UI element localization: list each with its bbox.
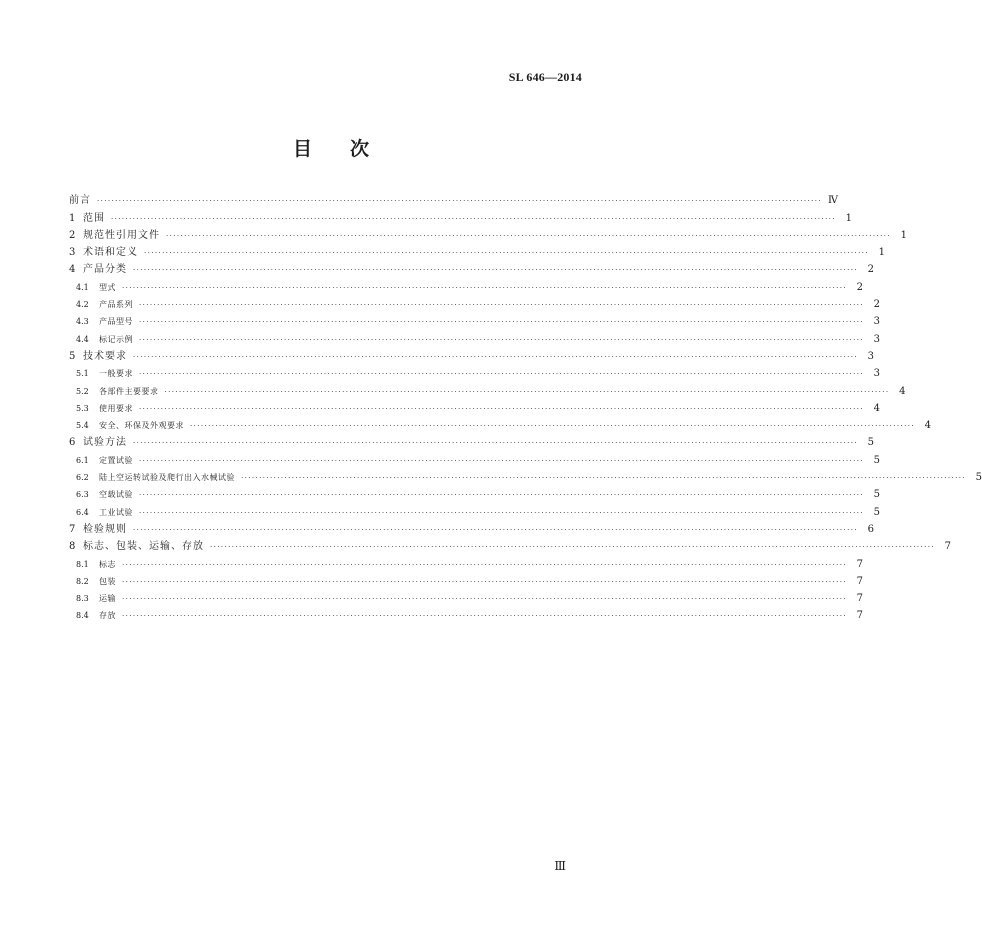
- toc-entry-number: 4.2: [76, 300, 89, 310]
- toc-entry-title: 产品分类: [83, 264, 127, 276]
- toc-entry-number: 4: [69, 264, 76, 276]
- toc-entry[interactable]: [69, 432, 875, 449]
- page-number: Ⅲ: [554, 859, 566, 873]
- toc-entry[interactable]: [69, 207, 853, 224]
- toc-entry-number: 3: [69, 247, 76, 259]
- toc-entry-number: 1: [69, 212, 76, 224]
- toc-entry[interactable]: [69, 346, 875, 363]
- toc-entry-title: 一般要求: [99, 369, 133, 379]
- toc-entry-number: 8.3: [76, 594, 89, 604]
- toc-entry[interactable]: [69, 588, 864, 605]
- toc-entry[interactable]: [69, 259, 875, 276]
- toc-entry-page: 5: [873, 506, 881, 518]
- toc-entry[interactable]: [69, 276, 864, 293]
- toc-entry-title: 型式: [99, 282, 116, 292]
- toc-entry-title: 包装: [99, 576, 116, 586]
- dot-leader: ········································································································································································································: [122, 595, 848, 604]
- toc-entry-title: 各部件主要要求: [99, 386, 159, 396]
- dot-leader: ········································································································································································································: [122, 612, 848, 621]
- toc-entry-page: 3: [867, 350, 875, 362]
- toc-entry-page: 7: [944, 541, 952, 553]
- toc-entry-page: 4: [924, 420, 932, 432]
- dot-leader: ········································································································································································································: [133, 352, 859, 361]
- toc-entry-page: 5: [873, 454, 881, 466]
- toc-entry-number: 8.1: [76, 559, 89, 569]
- toc-entry-page: 1: [845, 212, 853, 224]
- toc-entry[interactable]: [69, 519, 875, 536]
- toc-entry-title: 空载试验: [99, 490, 133, 500]
- toc-entry-title: 产品系列: [99, 300, 133, 310]
- page-title: [0, 134, 662, 161]
- toc-entry[interactable]: [69, 571, 864, 588]
- toc-entry-number: 4.4: [76, 334, 89, 344]
- dot-leader: ········································································································································································································: [133, 266, 859, 275]
- toc-entry-number: 6.1: [76, 455, 89, 465]
- toc-entry-number: 6.4: [76, 507, 89, 517]
- toc-entry[interactable]: [69, 294, 881, 311]
- toc-entry[interactable]: [69, 398, 881, 415]
- dot-leader: ········································································································································································································: [133, 525, 859, 534]
- toc-entry-page: 3: [873, 316, 881, 328]
- toc-entry-page: 7: [856, 558, 864, 570]
- toc-entry-page: 3: [873, 333, 881, 345]
- toc-entry-number: 8.4: [76, 611, 89, 621]
- toc-entry-title: 安全、环保及外观要求: [99, 421, 184, 431]
- toc-entry-page: 7: [856, 575, 864, 587]
- toc-entry-page: 1: [878, 247, 886, 259]
- toc-entry-title: 产品型号: [99, 317, 133, 327]
- dot-leader: ········································································································································································································: [122, 577, 848, 586]
- dot-leader: ········································································································································································································: [139, 318, 865, 327]
- dot-leader: ········································································································································································································: [139, 491, 865, 500]
- dot-leader: ········································································································································································································: [122, 283, 848, 292]
- toc-entry-title: 技术要求: [83, 350, 127, 362]
- dot-leader: ········································································································································································································: [111, 214, 837, 223]
- toc-entry[interactable]: [69, 467, 982, 484]
- title-char-1: 目: [292, 138, 312, 160]
- toc-entry-number: 6: [69, 437, 76, 449]
- dot-leader: ········································································································································································································: [133, 439, 859, 448]
- toc-entry-page: 2: [867, 264, 875, 276]
- toc-entry-title: 标志、包装、运输、存放: [83, 541, 204, 553]
- toc-entry-title: 运输: [99, 594, 116, 604]
- toc-entry-title: 存放: [99, 611, 116, 621]
- toc-entry-title: 使用要求: [99, 403, 133, 413]
- toc-entry-page: 5: [873, 489, 881, 501]
- toc-entry-number: 5.4: [76, 421, 89, 431]
- toc-entry-title: 术语和定义: [83, 247, 138, 259]
- toc-entry[interactable]: [69, 605, 864, 622]
- toc-entry[interactable]: [69, 363, 881, 380]
- dot-leader: ········································································································································································································: [122, 560, 848, 569]
- toc-entry[interactable]: [69, 553, 864, 570]
- dot-leader: ········································································································································································································: [139, 335, 865, 344]
- dot-leader: ········································································································································································································: [139, 301, 865, 310]
- toc-entry-page: 2: [856, 281, 864, 293]
- toc-entry-page: 5: [867, 437, 875, 449]
- dot-leader: ········································································································································································································: [210, 543, 936, 552]
- toc-entry[interactable]: [69, 311, 881, 328]
- dot-leader: ········································································································································································································: [139, 508, 865, 517]
- toc-entry-title: 标记示例: [99, 334, 133, 344]
- toc-entry-page: 7: [856, 593, 864, 605]
- toc-entry-number: 7: [69, 523, 76, 535]
- toc-entry-title: 标志: [99, 559, 116, 569]
- standard-code: SL 646—2014: [508, 70, 582, 84]
- toc-entry-number: 5.2: [76, 386, 89, 396]
- toc-entry-page: 2: [873, 299, 881, 311]
- dot-leader: ········································································································································································································: [144, 249, 870, 258]
- toc-entry[interactable]: [69, 484, 881, 501]
- dot-leader: ········································································································································································································: [139, 404, 865, 413]
- toc-entry-number: 5.1: [76, 369, 89, 379]
- toc-entry-page: Ⅳ: [828, 195, 839, 207]
- toc-entry[interactable]: [69, 415, 932, 432]
- toc-entry[interactable]: [69, 380, 906, 397]
- toc-entry-page: 6: [867, 523, 875, 535]
- toc-entry-title: 定置试验: [99, 455, 133, 465]
- toc-entry-page: 3: [873, 368, 881, 380]
- dot-leader: ········································································································································································································: [97, 197, 823, 206]
- dot-leader: ········································································································································································································: [190, 422, 916, 431]
- toc-entry-number: 5.3: [76, 403, 89, 413]
- toc-entry-number: 4.3: [76, 317, 89, 327]
- toc-entry[interactable]: [69, 449, 881, 466]
- toc-entry[interactable]: [69, 501, 881, 518]
- toc-entry[interactable]: [69, 242, 886, 259]
- toc-entry-title: 规范性引用文件: [83, 229, 160, 241]
- toc-entry-page: 4: [899, 385, 906, 397]
- toc-entry-title: 陆上空运转试验及爬行出入水械试验: [99, 473, 235, 483]
- toc-entry[interactable]: [69, 190, 839, 207]
- toc-entry-page: 1: [900, 229, 908, 241]
- toc-entry-title: 工业试验: [99, 507, 133, 517]
- toc-entry-number: 8.2: [76, 576, 89, 586]
- toc-entry-title: 检验规则: [83, 523, 127, 535]
- toc-entry-title: 范围: [83, 212, 105, 224]
- toc-entry-page: 7: [856, 610, 864, 622]
- toc-entry-number: 6.2: [76, 473, 89, 483]
- toc-entry[interactable]: [69, 536, 952, 553]
- dot-leader: ········································································································································································································: [139, 370, 865, 379]
- toc-entry-title: 试验方法: [83, 437, 127, 449]
- dot-leader: ········································································································································································································: [241, 474, 967, 483]
- toc-entry[interactable]: [69, 328, 881, 345]
- toc-entry-page: 5: [975, 472, 982, 484]
- dot-leader: ········································································································································································································: [166, 231, 892, 240]
- toc-entry-number: 4.1: [76, 282, 89, 292]
- table-of-contents: [69, 190, 982, 622]
- toc-entry-number: 8: [69, 541, 76, 553]
- toc-entry-number: 2: [69, 229, 76, 241]
- toc-entry-number: 5: [69, 350, 76, 362]
- toc-entry[interactable]: [69, 225, 908, 242]
- title-char-2: 次: [350, 138, 370, 160]
- toc-entry-title: 前言: [69, 195, 91, 207]
- toc-entry-page: 4: [873, 402, 881, 414]
- dot-leader: ········································································································································································································: [164, 387, 890, 396]
- toc-entry-number: 6.3: [76, 490, 89, 500]
- dot-leader: ········································································································································································································: [139, 456, 865, 465]
